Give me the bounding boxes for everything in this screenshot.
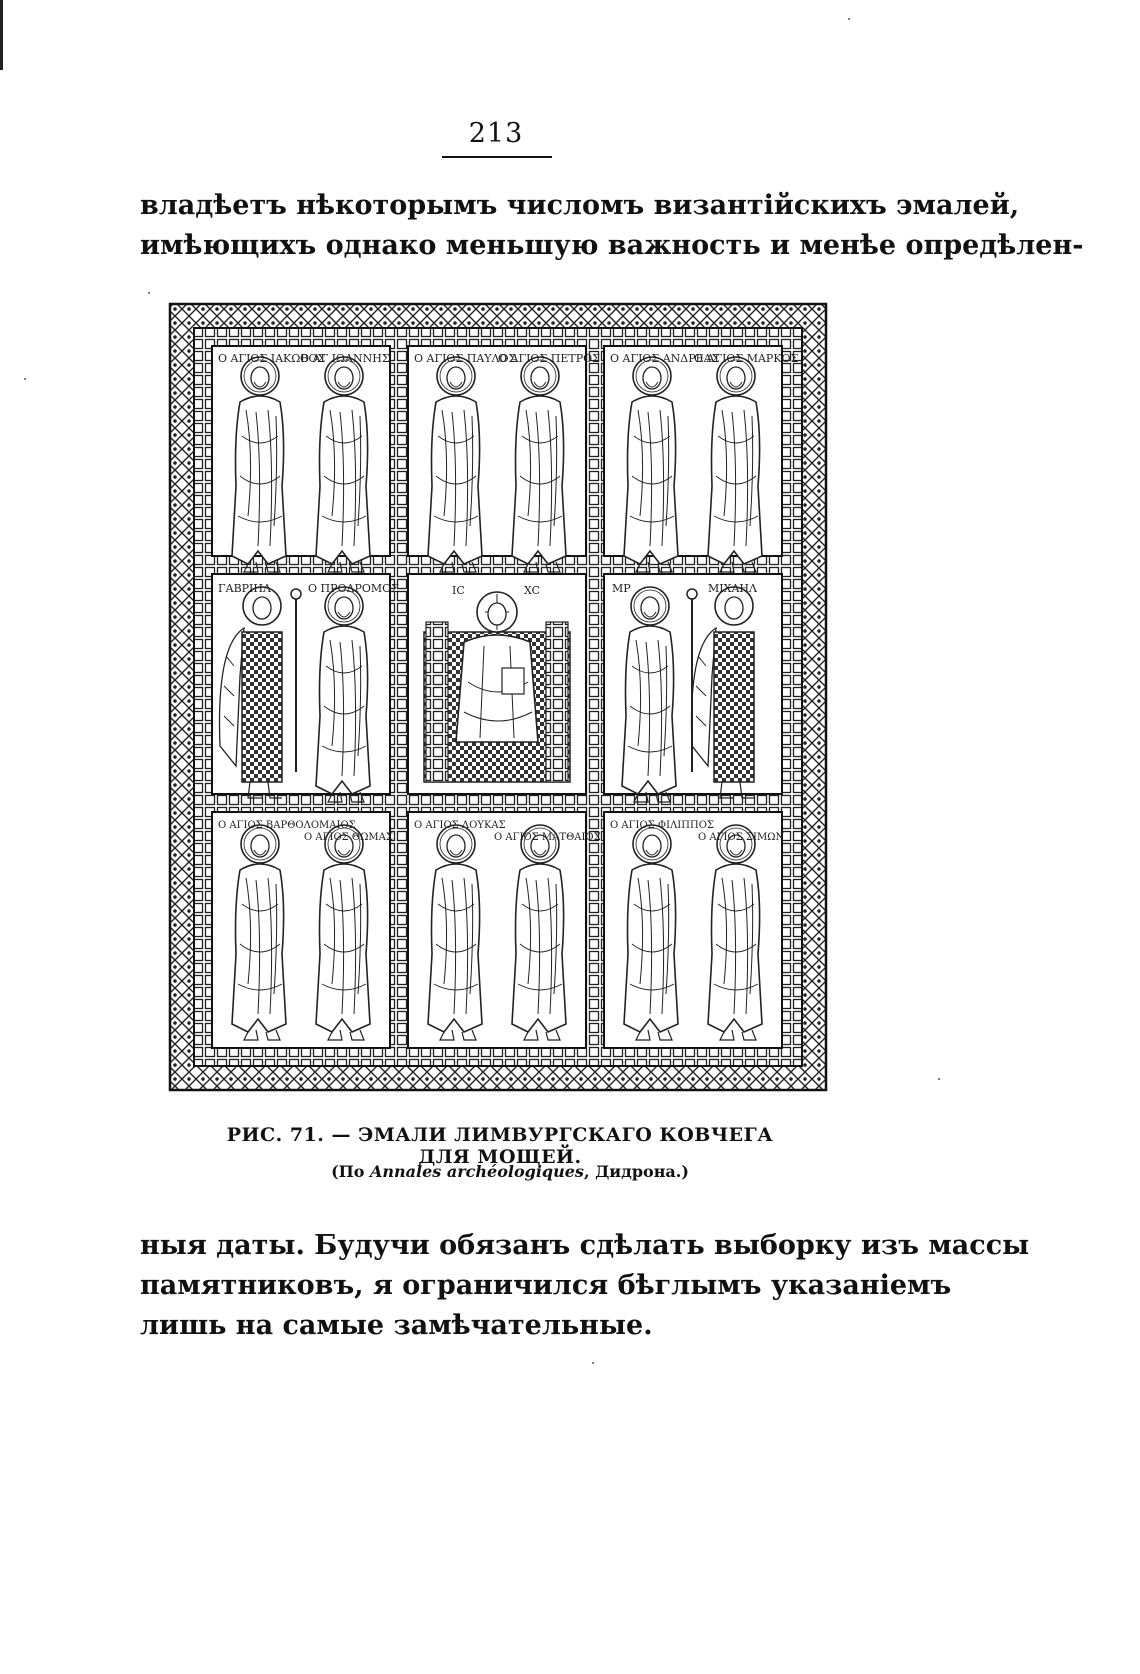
panel-label: Ο ΑΓΙΟΣ ΣΙΜΩΝ <box>698 832 785 843</box>
figure-credit <box>240 1162 780 1181</box>
panel-label: Ο ΑΓΙΟΣ ΒΑΡΘΟΛΟΜΑΙΟΣ <box>218 820 356 831</box>
text-line: ныя даты. Будучи обязанъ сдѣлать выборку изъ массы <box>140 1230 1030 1261</box>
print-speck <box>148 292 150 294</box>
enamel-panel <box>212 574 399 802</box>
panel-grid <box>212 346 799 1048</box>
text-line: лишь на самые замѣчательные. <box>140 1310 653 1341</box>
credit-source: Annales archéologiques <box>370 1162 584 1181</box>
credit-prefix: (По <box>331 1162 370 1181</box>
panel-label: Ο ΑΓΙΟΣ ΙΑΚΩΒΟΣ <box>218 352 326 365</box>
enamel-panel <box>604 346 799 572</box>
enamel-panel <box>212 812 393 1048</box>
page-number-rule <box>442 156 552 158</box>
panel-label: Ο ΑΓΙΟΣ ΦΙΛΙΠΠΟΣ <box>610 820 714 831</box>
panel-label: Ο ΑΓΙΟΣ ΜΑΡΚΟΣ <box>694 352 799 365</box>
print-speck <box>938 1078 940 1080</box>
panel-label: Ο ΑΓΙΟΣ ΛΟΥΚΑΣ <box>414 820 506 831</box>
panel-label: Ο ΑΓΙΟΣ ΘΩΜΑΣ <box>304 832 393 843</box>
panel-label: Ο ΑΓΙΟΣ ΠΕΤΡΟΣ <box>498 352 600 365</box>
paragraph-bottom <box>140 1226 1030 1346</box>
text-line: владѣетъ нѣкоторымъ числомъ византійскихъ эмалей, <box>140 190 1020 221</box>
page-number: 213 <box>468 118 524 149</box>
panel-label: Ο ΑΓΙΟΣ ΠΑΥΛΟΣ <box>414 352 517 365</box>
print-speck <box>24 378 26 380</box>
enamel-panel <box>408 812 601 1048</box>
scan-edge-mark <box>0 0 3 70</box>
enamel-panel <box>408 346 600 572</box>
panel-label: Ο ΑΓ ΙΩΑΝΝΗΣ <box>300 352 390 365</box>
panel-label: Ο ΠΡΟΔΡΟΜΟΣ <box>308 582 399 595</box>
figure-caption: РИС. 71. — ЭМАЛИ ЛИМВУРГСКАГО КОВЧЕГА ДЛЯ МОЩЕЙ. <box>226 1124 774 1168</box>
enamel-reliquary-figure <box>168 302 828 1092</box>
panel-label: Ο ΑΓΙΟΣ ΑΝΔΡΕΑΣ <box>610 352 720 365</box>
text-line: памятниковъ, я ограничился бѣглымъ указаніемъ <box>140 1270 952 1301</box>
panel-label: ΜΡ <box>612 582 631 595</box>
enamel-panel <box>604 574 782 802</box>
print-speck <box>592 1362 594 1364</box>
enamel-panel <box>212 346 390 572</box>
panel-label: ΓΑΒΡΙΗΛ <box>218 582 271 595</box>
paragraph-top <box>140 186 1084 266</box>
enamel-panel-christ-enthroned <box>408 574 586 794</box>
panel-label: XC <box>524 584 541 597</box>
print-speck <box>848 18 850 20</box>
panel-label: ΜΙΧΑΗΛ <box>708 582 757 595</box>
text-line: имѣющихъ однако меньшую важность и менѣе опредѣлен- <box>140 230 1084 261</box>
credit-suffix: , Дидрона.) <box>583 1162 689 1181</box>
panel-label: IC <box>452 584 465 597</box>
enamel-panel <box>604 812 784 1048</box>
panel-label: Ο ΑΓΙΟΣ ΜΑΤΘΑΙΟΣ <box>494 832 601 843</box>
